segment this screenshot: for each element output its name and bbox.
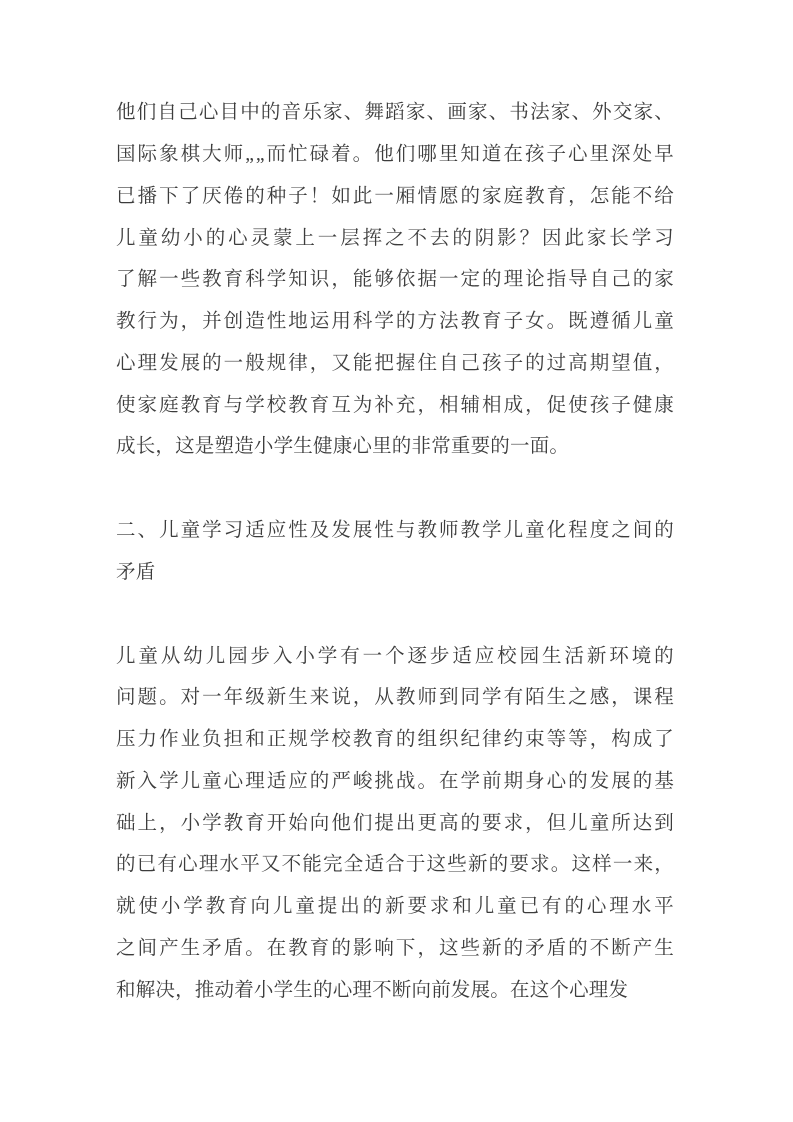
text-line: 压 力 作 业 负 担 和 正 规 学 校 教 育 的 组 织 纪 律 约 束 等 等 ， 构 成 了 [116, 729, 674, 751]
blank-line [116, 468, 674, 510]
text-line: 使 家 庭 教 育 与 学 校 教 育 互 为 补 充 ， 相 辅 相 成 ， 促 使 孩 子 健 康 [116, 394, 674, 416]
text-line: 儿 童 从 幼 儿 园 步 入 小 学 有 一 个 逐 步 适 应 校 园 生 活 新 环 境 的 [116, 645, 674, 667]
document-body [116, 92, 674, 1012]
text-line: 他 们 自 己 心 目 中 的 音 乐 家 、 舞 蹈 家 、 画 家 、 书 法 家 、 外 交 家 、 [116, 102, 674, 124]
text-line: 了 解 一 些 教 育 科 学 知 识 ， 能 够 依 据 一 定 的 理 论 指 导 自 己 的 家 [116, 269, 674, 291]
text-line: 就 使 小 学 教 育 向 儿 童 提 出 的 新 要 求 和 儿 童 已 有 的 心 理 水 平 [116, 896, 674, 918]
text-line: 已 播 下 了 厌 倦 的 种 子 ！ 如 此 一 厢 情 愿 的 家 庭 教 育 ， 怎 能 不 给 [116, 185, 674, 207]
text-line: 国 际 象 棋 大 师 „ „ 而 忙 碌 着 。 他 们 哪 里 知 道 在 孩 子 心 里 深 处 早 [116, 143, 674, 165]
heading-line: 矛盾 [116, 561, 156, 583]
text-line: 心 理 发 展 的 一 般 规 律 ， 又 能 把 握 住 自 己 孩 子 的 过 高 期 望 值 ， [116, 352, 674, 374]
text-line: 新 入 学 儿 童 心 理 适 应 的 严 峻 挑 战 。 在 学 前 期 身 心 的 发 展 的 基 [116, 770, 674, 792]
heading-line: 二 、 儿 童 学 习 适 应 性 及 发 展 性 与 教 师 教 学 儿 童 化 程 度 之 间 的 [116, 520, 674, 542]
text-line: 教 行 为 ， 并 创 造 性 地 运 用 科 学 的 方 法 教 育 子 女 。 既 遵 循 儿 童 [116, 311, 674, 333]
text-line: 础 上 ， 小 学 教 育 开 始 向 他 们 提 出 更 高 的 要 求 ， 但 儿 童 所 达 到 [116, 812, 674, 834]
text-line: 儿 童 幼 小 的 心 灵 蒙 上 一 层 挥 之 不 去 的 阴 影 ？ 因 此 家 长 学 习 [116, 227, 674, 249]
text-line: 问 题 。 对 一 年 级 新 生 来 说 ， 从 教 师 到 同 学 有 陌 生 之 感 ， 课 程 [116, 687, 674, 709]
section-heading [116, 510, 674, 594]
blank-line [116, 594, 674, 636]
text-line: 的 已 有 心 理 水 平 又 不 能 完 全 适 合 于 这 些 新 的 要 求 。 这 样 一 来 ， [116, 854, 674, 876]
paragraph-family-education [116, 92, 674, 468]
text-line: 和解决，推动着小学生的心理不断向前发展。在这个心理发 [116, 979, 629, 1001]
text-line: 之 间 产 生 矛 盾 。 在 教 育 的 影 响 下 ， 这 些 新 的 矛 盾 的 不 断 产 生 [116, 938, 674, 960]
text-line: 成长，这是塑造小学生健康心里的非常重要的一面。 [116, 436, 570, 458]
paragraph-school-adaptation [116, 635, 674, 1011]
